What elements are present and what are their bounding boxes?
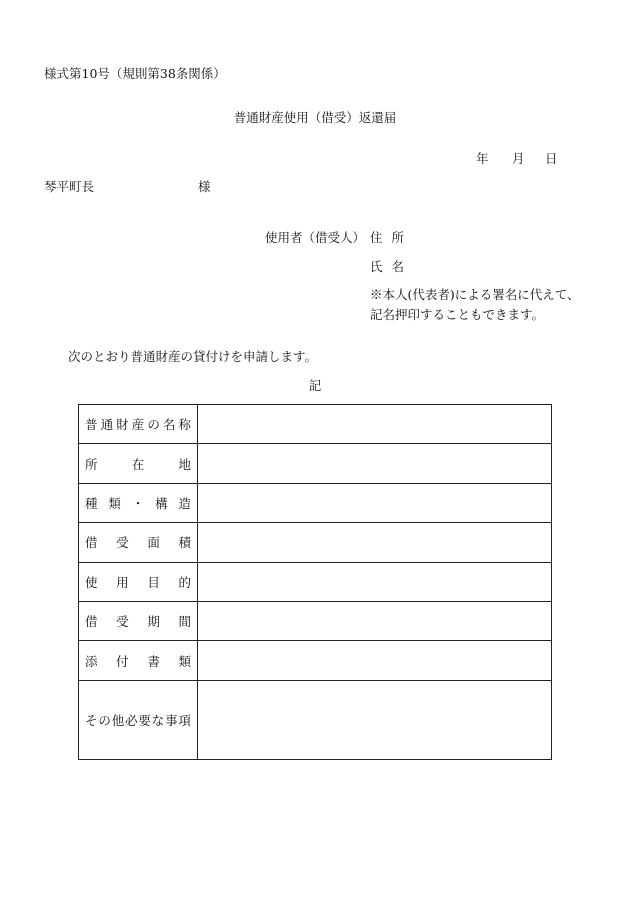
date-day-label: 日 [545,151,558,166]
address-label: 住所 [370,230,414,245]
row-label: 普 通 財 産 の 名 称 [85,417,191,433]
table-row [79,483,552,522]
row-label-cell [79,444,198,483]
row-label-cell [79,601,198,640]
addressee-honorific: 様 [198,179,211,194]
row-label: 使 用 目 的 [85,574,191,590]
row-label-cell [79,405,198,444]
form-number: 様式第10号（規則第38条関係） [44,66,226,81]
ki-heading: 記 [308,378,322,393]
row-label: 添 付 書 類 [85,653,191,669]
table-row [79,405,552,444]
table-row [79,523,552,562]
row-value-field[interactable] [198,523,552,562]
row-value-field[interactable] [198,562,552,601]
row-value-field[interactable] [198,641,552,680]
table-row [79,562,552,601]
addressee-name: 琴平町長 [44,179,95,194]
row-value-field[interactable] [198,405,552,444]
table-row [79,680,552,759]
applicant-label: 使用者（借受人） [265,230,366,245]
intro-text: 次のとおり普通財産の貸付けを申請します。 [68,349,318,364]
table-row [79,444,552,483]
row-label: 種 類 ・ 構 造 [85,495,191,511]
row-label: 所 在 地 [85,456,191,472]
table-row [79,641,552,680]
table-row [79,601,552,640]
row-value-field[interactable] [198,680,552,759]
row-label: そ の 他 必 要 な 事 項 [85,712,191,728]
document-title: 普通財産使用（借受）返還届 [233,110,397,125]
signature-note-line1: ※本人(代表者)による署名に代えて、 [370,287,580,302]
date-year-label: 年 [476,151,489,166]
date-month-label: 月 [512,151,525,166]
row-label-cell [79,680,198,759]
row-value-field[interactable] [198,444,552,483]
row-value-field[interactable] [198,601,552,640]
row-label-cell [79,483,198,522]
details-table [78,404,552,760]
row-label-cell [79,523,198,562]
signature-note-line2: 記名押印することもできます。 [370,307,545,322]
row-label: 借 受 期 間 [85,614,191,630]
row-label-cell [79,562,198,601]
row-label: 借 受 面 積 [85,535,191,551]
row-label-cell [79,641,198,680]
name-label: 氏名 [370,259,414,274]
row-value-field[interactable] [198,483,552,522]
